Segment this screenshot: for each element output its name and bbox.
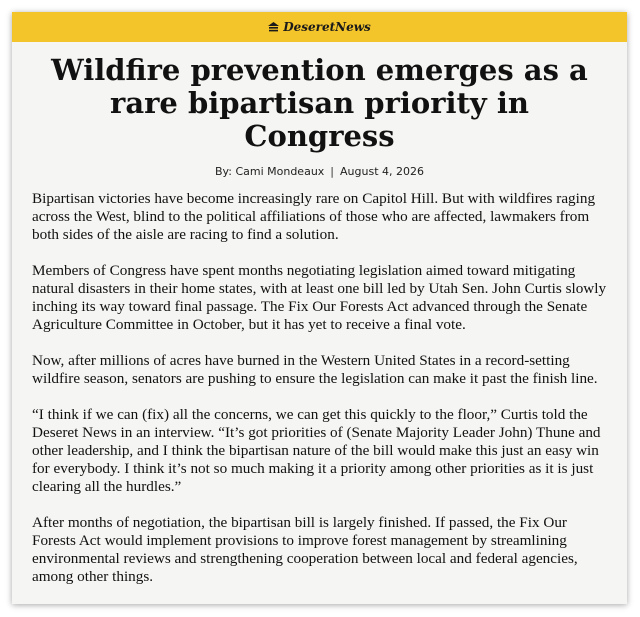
byline-author: By: Cami Mondeaux xyxy=(214,165,325,178)
article-paragraph: Members of Congress have spent months negotiating legislation aimed toward mitigating natural disasters in their home states, with at least one bill led by Utah Sen. John Curtis slowly inching its way toward final passage. The Fix Our Forests Act advanced through the Senate Agriculture Committee in October, but it has yet to receive a final vote. xyxy=(32,262,607,333)
masthead-brand-name: DeseretNews xyxy=(283,20,371,34)
masthead-bar xyxy=(12,12,627,42)
byline-separator: | xyxy=(330,165,335,178)
article-card xyxy=(12,12,627,604)
masthead-brand[interactable] xyxy=(268,20,371,34)
article-body xyxy=(12,190,627,586)
article-paragraph: Now, after millions of acres have burned in the Western United States in a record-setting wildfire season, senators are pushing to ensure the legislation can make it past the finish line. xyxy=(32,352,598,387)
article-paragraph: Bipartisan victories have become increasingly rare on Capitol Hill. But with wildfires raging across the West, blind to the political affiliations of those who are affected, lawmakers from both sides of the aisle are racing to find a solution. xyxy=(32,190,596,243)
deseret-news-logo-icon xyxy=(268,22,279,32)
byline-date: August 4, 2026 xyxy=(340,165,424,178)
article-paragraph: “I think if we can (fix) all the concerns, we can get this quickly to the floor,” Curtis told the Deseret News in an interview. “It’s got priorities of (Senate Majority Leader John) Thune and other leadership, and I think the bipartisan nature of the bill would make this just an easy win for everybody. I think it’s not so much making it a priority among other priorities as it is just clearing all the hurdles.” xyxy=(32,406,601,495)
byline xyxy=(12,165,627,178)
article-headline: Wildfire prevention emerges as a rare bipartisan priority in Congress xyxy=(51,53,588,153)
article-paragraph: After months of negotiation, the bipartisan bill is largely finished. If passed, the Fix Our Forests Act would implement provisions to improve forest management by streamlining environmental reviews and strengthening cooperation between local and federal agencies, among other things. xyxy=(32,514,578,585)
